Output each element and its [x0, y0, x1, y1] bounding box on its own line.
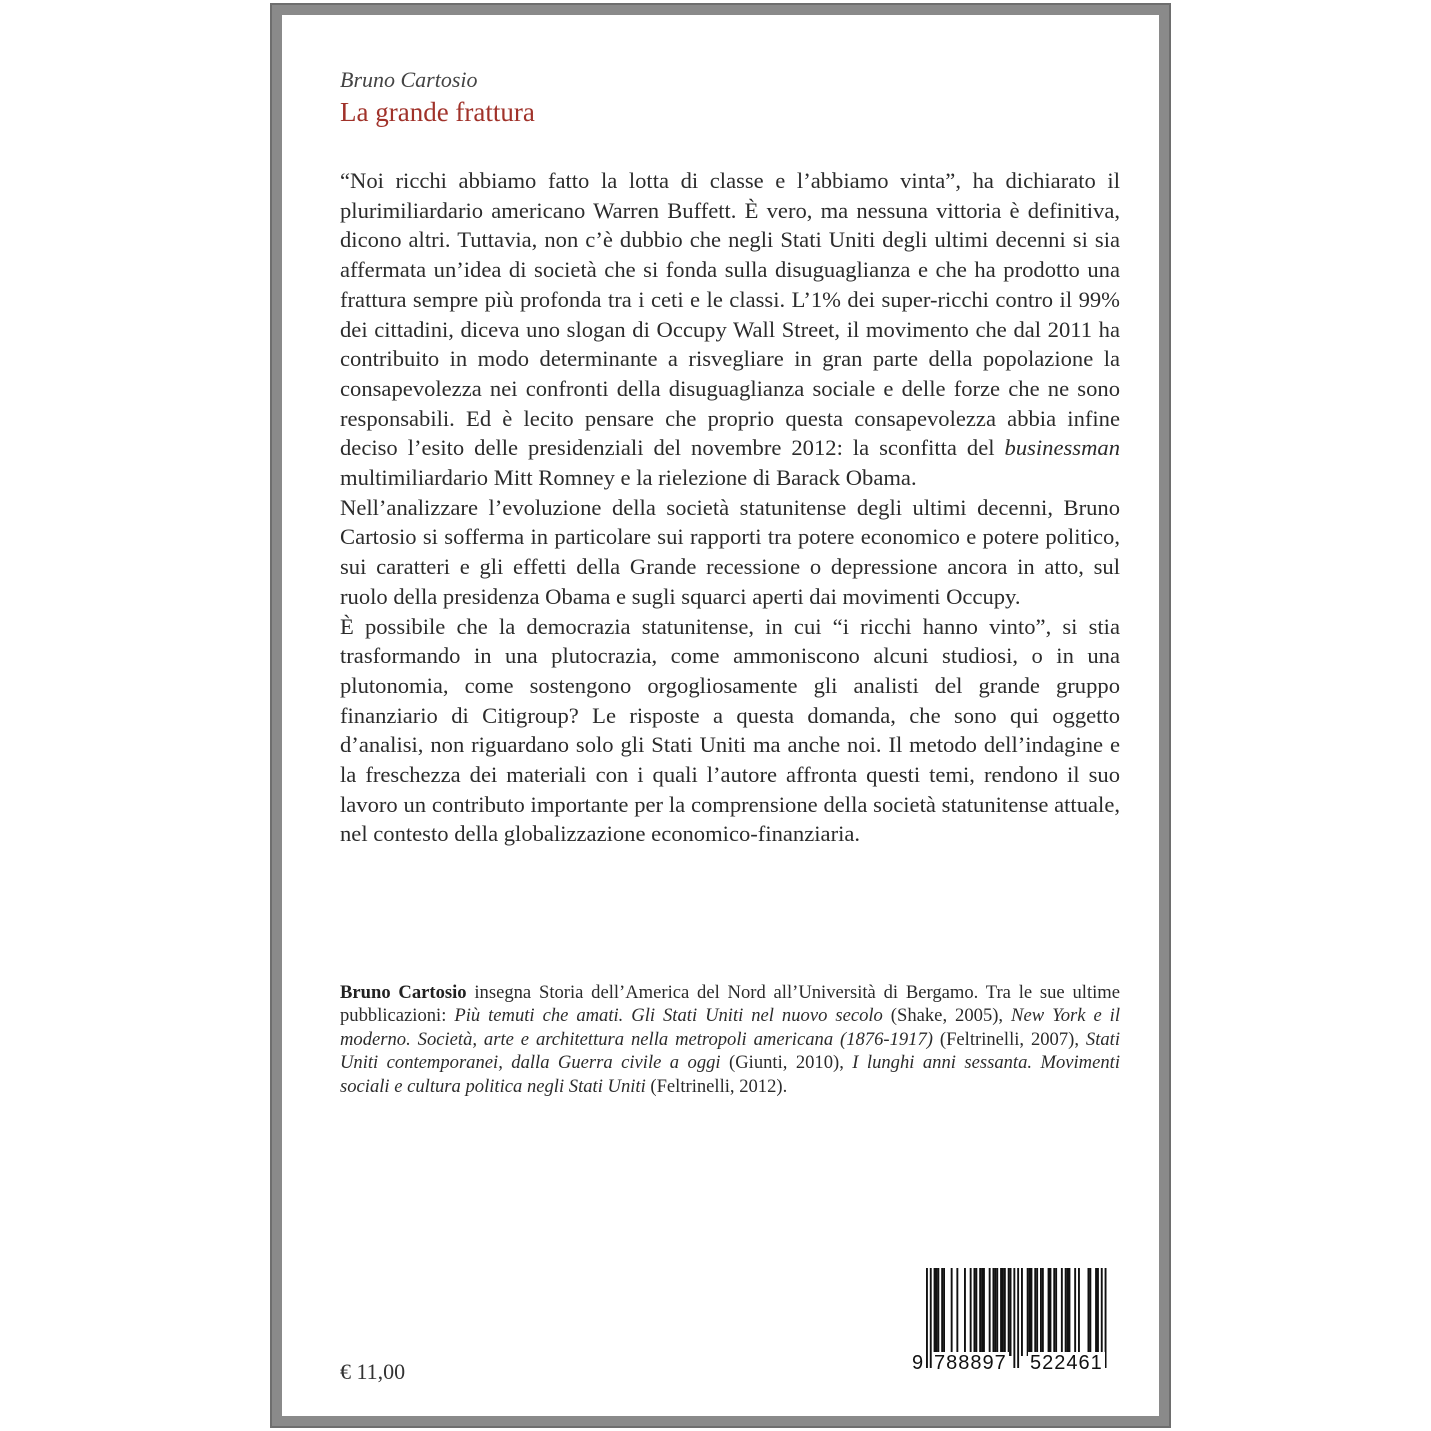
bio-title-4: I lunghi anni sessanta. Movimenti sociali e cultura politica negli Stati Uniti	[340, 1052, 1120, 1097]
barcode-bar	[1061, 1268, 1063, 1356]
barcode-bar	[964, 1268, 966, 1356]
book-back-cover	[272, 5, 1169, 1426]
barcode-bar	[1105, 1268, 1107, 1368]
barcode-bar	[1088, 1268, 1090, 1356]
barcode-bar	[1004, 1268, 1006, 1356]
barcode-bar	[1034, 1268, 1036, 1356]
barcode-bar	[1010, 1268, 1012, 1356]
barcode-bar	[934, 1268, 936, 1356]
blurb-paragraph-1	[340, 166, 1120, 493]
barcode-bar	[1013, 1268, 1015, 1368]
barcode-bar	[983, 1268, 985, 1356]
barcode-bar	[1074, 1268, 1076, 1356]
barcode-bar	[1002, 1268, 1004, 1356]
barcode-digit-group-2: 522461	[1030, 1352, 1103, 1374]
barcode-bar	[1008, 1268, 1010, 1356]
barcode-bar	[1017, 1268, 1019, 1368]
blurb-p1-text-b: multimiliardario Mitt Romney e la rielezione di Barack Obama.	[340, 465, 917, 491]
blurb-p1-text-a: “Noi ricchi abbiamo fatto la lotta di classe e l’abbiamo vinta”, ha dichiarato il plurimiliardario americano Warren Buffett. È vero, ma nessuna vittoria è definitiva, dicono altri. Tuttavia, non c’è dubbio che negli Stati Uniti degli ultimi decenni si sia affermata un’idea di società che si fonda sulla disuguaglianza e che ha prodotto una frattura sempre più profonda tra i ceti e le classi. L’1% dei super-ricchi contro il 99% dei cittadini, diceva uno slogan di Occupy Wall Street, il movimento che dal 2011 ha contribuito in modo determinante a risvegliare in gran parte della popolazione la consapevolezza nei confronti della disuguaglianza sociale e delle forze che ne sono responsabili. Ed è lecito pensare che proprio questa consapevolezza abbia infine deciso l’esito delle presidenziali del novembre 2012: la sconfitta del	[340, 168, 1120, 461]
barcode-bar	[970, 1268, 972, 1356]
blurb	[340, 166, 1120, 849]
barcode-bar	[941, 1268, 943, 1356]
barcode-bar	[994, 1268, 996, 1356]
barcode-bar	[1031, 1268, 1033, 1356]
barcode-bar	[1036, 1268, 1038, 1356]
barcode-bar	[1027, 1268, 1029, 1356]
barcode-bar	[996, 1268, 998, 1356]
book-title: La grande frattura	[340, 97, 535, 127]
bio-text-1: insegna Storia dell’America del Nord all’Università di Bergamo. Tra le sue ultime pubblicazioni:	[340, 982, 1120, 1027]
bio-title-2: New York e il moderno. Società, arte e architettura nella metropoli americana (1876-1917)	[340, 1005, 1120, 1050]
barcode-bar	[1078, 1268, 1080, 1356]
barcode	[912, 1268, 1127, 1384]
barcode-bar	[951, 1268, 953, 1356]
barcode-bar	[1040, 1268, 1042, 1356]
barcode-bar	[1021, 1268, 1023, 1356]
bio-text-5: (Feltrinelli, 2012).	[645, 1075, 788, 1097]
blurb-paragraph-3: È possibile che la democrazia statunitense, in cui “i ricchi hanno vinto”, si stia trasformando in una plutocrazia, come ammoniscono alcuni studiosi, o in una plutonomia, come sostengono orgogliosamente gli analisti del grande gruppo finanziario di Citigroup? Le risposte a questa domanda, che sono qui oggetto d’analisi, non riguardano solo gli Stati Uniti ma anche noi. Il metodo dell’indagine e la freschezza dei materiali con i quali l’autore affronta questi temi, rendono il suo lavoro un contributo importante per la comprensione della società statunitense attuale, nel contesto della globalizzazione economico-finanziaria.	[340, 613, 1120, 847]
barcode-bar	[1042, 1268, 1044, 1356]
barcode-bar	[1055, 1268, 1057, 1356]
bio-text-3: (Feltrinelli, 2007),	[932, 1028, 1086, 1050]
barcode-bar	[1067, 1268, 1069, 1356]
barcode-bar	[1065, 1268, 1067, 1356]
barcode-bar	[974, 1268, 976, 1356]
barcode-bar	[981, 1268, 983, 1356]
barcode-first-digit: 9	[912, 1352, 925, 1374]
barcode-bar	[1089, 1268, 1091, 1356]
barcode-bar	[993, 1268, 995, 1356]
barcode-bar	[926, 1268, 928, 1368]
bio-title-1: Più temuti che amati. Gli Stati Uniti nel nuovo secolo	[454, 1005, 883, 1027]
barcode-bar	[1029, 1268, 1031, 1356]
barcode-bar	[1000, 1268, 1002, 1356]
price: € 11,00	[340, 1359, 406, 1384]
blurb-paragraph-2: Nell’analizzare l’evoluzione della società statunitense degli ultimi decenni, Bruno Cartosio si sofferma in particolare sui rapporti tra potere economico e potere politico, sui caratteri e gli effetti della Grande recessione o depressione ancora in atto, sul ruolo della presidenza Obama e sugli squarci aperti dai movimenti Occupy.	[340, 494, 1120, 609]
barcode-bar	[943, 1268, 945, 1356]
barcode-bar	[1095, 1268, 1097, 1356]
barcode-bar	[1097, 1268, 1099, 1356]
barcode-bar	[1048, 1268, 1050, 1356]
bio-author-name: Bruno Cartosio	[340, 982, 467, 1003]
barcode-bar	[1050, 1268, 1052, 1356]
bio-text-4: (Giunti, 2010),	[720, 1052, 853, 1074]
barcode-bar	[937, 1268, 939, 1356]
barcode-bar	[1053, 1268, 1055, 1356]
blurb-p1-italic: businessman	[1004, 435, 1120, 461]
barcode-bar	[975, 1268, 977, 1356]
bio-text-2: (Shake, 2005),	[882, 1005, 1012, 1027]
barcode-bar	[1069, 1268, 1071, 1356]
bio-title-3: Stati Uniti contemporanei, dalla Guerra civile a oggi	[340, 1028, 1120, 1074]
barcode-digit-group-1: 788897	[934, 1352, 1007, 1374]
author-name: Bruno Cartosio	[340, 67, 478, 92]
barcode-bar	[956, 1268, 958, 1356]
barcode-bar	[979, 1268, 981, 1356]
barcode-bar	[936, 1268, 938, 1356]
author-bio	[340, 981, 1120, 1098]
barcode-bar	[989, 1268, 991, 1356]
